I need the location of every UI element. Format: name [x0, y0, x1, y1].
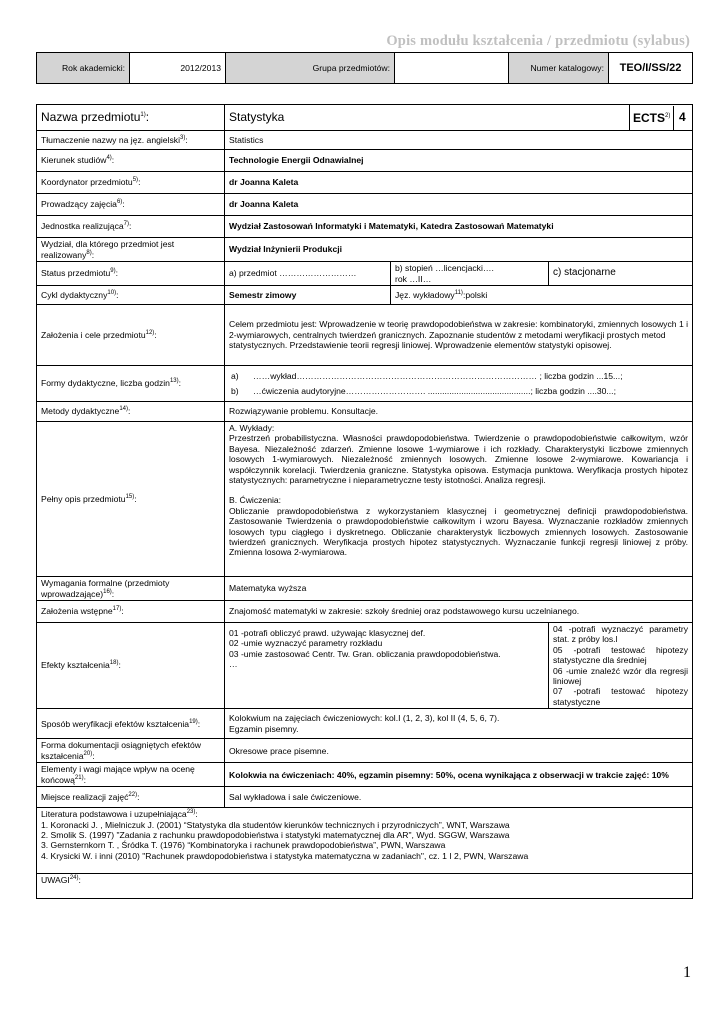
zal-cele-value: Celem przedmiotu jest: Wprowadzenie w teorię prawdopodobieństwa w zakresie: kombinatoryki, zmiennych losowych 1 i 2-wymiarowych, centralnych twierdzeń granicznych. Zapoznanie studentów z metodami weryfikacji prostych metod statystycznych. Przedstawienie teorii regresji liniowej. Wprowadzenie elementów statystyki opisowej. [225, 305, 693, 366]
sposob-label: Sposób weryfikacji efektów kształcenia$^{19)}$: [37, 709, 225, 739]
ects-value: 4 [679, 110, 686, 125]
rok-value: 2012/2013 [130, 53, 226, 84]
literatura-item: 4. Krysicki W. i inni (2010) "Rachunek prawdopodobieństwa i statystyka matematyczna w zadaniach", cz. 1 I 2, PWN, Warszawa [41, 850, 529, 861]
formy-a [229, 371, 688, 381]
tlum-label: Tłumaczenie nazwy na jęz. angielski$^{3)}$: [37, 131, 225, 150]
numer-label: Numer katalogowy: [509, 53, 609, 84]
formy-b-letter: b) [231, 385, 239, 396]
document-title: Opis modułu kształcenia / przedmiotu (sylabus) [386, 33, 690, 49]
page-number: 1 [683, 964, 691, 981]
literatura-item: 1. Koronacki J. , Mielniczuk J. (2001) “Statystyka dla studentów kierunków technicznych i przyrodniczych”, WNT, Warszawa [41, 819, 510, 830]
jez-cell: Jęz. wykładowy$^{11)}$:polski [391, 286, 693, 305]
miejsce-label: Miejsce realizacji zajęć$^{22)}$: [37, 787, 225, 808]
koord-value: dr Joanna Kaleta [225, 172, 693, 194]
formy-a-text: ……wykład………………………………………………………………………… ; liczba godzin ...15...; [253, 371, 623, 382]
pelny-value [225, 422, 693, 577]
forma-value: Okresowe prace pisemne. [225, 739, 693, 763]
status-label: Status przedmiotu$^{9)}$: [37, 262, 225, 286]
header-table [36, 52, 693, 84]
sposob-value: Kolokwium na zajęciach ćwiczeniowych: kol.I (1, 2, 3), kol II (4, 5, 6, 7). Egzamin pisemny. [225, 709, 693, 739]
literatura-label: Literatura podstawowa i uzupełniająca$^{23)}$: [41, 809, 198, 820]
formy-label: Formy dydaktyczne, liczba godzin$^{13)}$: [37, 366, 225, 402]
zal-wst-label: Założenia wstępne$^{17)}$: [37, 601, 225, 623]
syllabus-table [36, 104, 693, 899]
formy-b [229, 386, 688, 396]
efekty-label: Efekty kształcenia$^{18)}$: [37, 623, 225, 709]
wydz-value: Wydział Inżynierii Produkcji [225, 238, 693, 262]
elem-label: Elementy i wagi mające wpływ na ocenę końcową$^{21)}$: [37, 763, 225, 787]
tlum-value: Statistics [225, 131, 693, 150]
jez-label: Jęz. wykładowy [395, 289, 455, 300]
metody-value: Rozwiązywanie problemu. Konsultacje. [225, 402, 693, 422]
pelny-b-text: Obliczanie prawdopodobieństwa z wykorzystaniem klasycznej i geometrycznej definicji prawdopodobieństwa. Zastosowanie Twierdzenia o prawdopodobieństwie całkowitym i wzoru Bayesa. Wyznaczanie rozkładów zmiennych losowych typu ciągłego i dyskretnego. Obliczanie charakterystyk liczbowych zmiennych losowych. Zastosowanie twierdzeń granicznych. Weryfikacja prostych hipotez statystycznych. Wyznaczanie funkcji regresji liniowej z próby. Zmienna losowa 2-wymiarowa. [229, 505, 688, 558]
pelny-a-head: A. Wykłady: [229, 423, 275, 433]
pelny-b-head: B. Ćwiczenia: [229, 495, 282, 506]
cykl-value: Semestr zimowy [225, 286, 391, 305]
forma-label: Forma dokumentacji osiągniętych efektów kształcenia$^{20)}$: [37, 739, 225, 763]
cykl-label: Cykl dydaktyczny$^{10)}$: [37, 286, 225, 305]
status-b [391, 262, 549, 286]
zal-wst-value: Znajomość matematyki w zakresie: szkoły średniej oraz podstawowego kursu uczelnianego. [225, 601, 693, 623]
zal-cele-label: Założenia i cele przedmiotu$^{12)}$: [37, 305, 225, 366]
nazwa-label: Nazwa przedmiotu$^{1)}$: [37, 105, 225, 131]
kier-value: Technologie Energii Odnawialnej [225, 150, 693, 172]
grupa-label: Grupa przedmiotów: [226, 53, 395, 84]
jedn-value: Wydział Zastosowań Informatyki i Matematyki, Katedra Zastosowań Matematyki [225, 216, 693, 238]
rok-label: Rok akademicki: [37, 53, 130, 84]
grupa-value [395, 53, 509, 84]
nazwa-value: Statystyka [225, 105, 630, 131]
numer-value: TEO/I/SS/22 [609, 53, 693, 84]
status-a: a) przedmiot ……………………… [225, 262, 391, 286]
koord-label: Koordynator przedmiotu$^{5)}$: [37, 172, 225, 194]
ects-label: ECTS [633, 110, 666, 125]
literatura-item: 2. Smolik S. (1997) "Zadania z rachunku prawdopodobieństwa i statystyki matematycznej dla AR", Wyd. SGGW, Warszawa [41, 830, 510, 841]
elem-value: Kolokwia na ćwiczeniach: 40%, egzamin pisemny: 50%, ocena wynikająca z obserwacji w trakcie zajęć: 10% [225, 763, 693, 787]
pelny-a-text: Przestrzeń probabilistyczna. Własności prawdopodobieństwa. Twierdzenie o prawdopodobieństwie całkowitym, wzór Bayesa. Niezależność zdarzeń. Zmienne losowe 1-wymiarowe i ich rozkłady. Charakterystyki liczbowe zmiennych losowych 1-wymiarowych. Niezależność zmiennych losowych. Zmienne losowe 2-wymiarowe. Kowariancja i współczynnik korelacji. Twierdzenia graniczne. Statystyka opisowa. Estymacja punktowa. Weryfikacja prostych hipotez statystycznych: parametryczne i nieparametryczne testy istotności. Analiza regresji. [229, 433, 688, 486]
literatura-cell [37, 808, 693, 874]
formy-b-text: …ćwiczenia audytoryjne………………………. ...........................................; liczba godzin ....30...; [253, 385, 616, 396]
miejsce-value: Sal wykładowa i sale ćwiczeniowe. [225, 787, 693, 808]
jez-value: :polski [462, 289, 488, 300]
efekty-right: 04 -potrafi wyznaczyć parametry stat. z próby los.l 05 -potrafi testować hipotezy statystyczne dla średniej 06 -umie znaleźć wzór dla regresji liniowej 07 -potrafi testować hipotezy statystyczne [549, 623, 693, 709]
kier-label: Kierunek studiów$^{4)}$: [37, 150, 225, 172]
status-b-rok: rok …II… [395, 273, 432, 284]
status-b-stopien: b) stopień …licencjacki…. [395, 263, 494, 274]
uwagi-label: UWAGI [41, 875, 70, 886]
ects-cell: ECTS$^{2)}$ 4 [630, 105, 693, 131]
wym-value: Matematyka wyższa [225, 577, 693, 601]
uwagi-cell: UWAGI$^{24)}$: [37, 874, 693, 899]
wym-label: Wymagania formalne (przedmioty wprowadzające)$^{16)}$: [37, 577, 225, 601]
pelny-label: Pełny opis przedmiotu$^{15)}$: [37, 422, 225, 577]
formy-value [225, 366, 693, 402]
prow-value: dr Joanna Kaleta [225, 194, 693, 216]
prow-label: Prowadzący zajęcia$^{6)}$: [37, 194, 225, 216]
literatura-item: 3. Gernsternkorn T. , Śródka T. (1976) “Kombinatoryka i rachunek prawdopodobieństwa”, PWN, Warszawa [41, 840, 446, 851]
formy-a-letter: a) [231, 371, 239, 382]
status-c: c) stacjonarne [549, 262, 693, 286]
efekty-left: 01 -potrafi obliczyć prawd. używając klasycznej def. 02 -umie wyznaczyć parametry rozkładu 03 -umie zastosować Centr. Tw. Gran. obliczania prawdopodobieństwa. … [225, 623, 549, 709]
jedn-label: Jednostka realizująca$^{7)}$: [37, 216, 225, 238]
metody-label: Metody dydaktyczne$^{14)}$: [37, 402, 225, 422]
wydz-label: Wydział, dla którego przedmiot jest realizowany$^{8)}$: [37, 238, 225, 262]
